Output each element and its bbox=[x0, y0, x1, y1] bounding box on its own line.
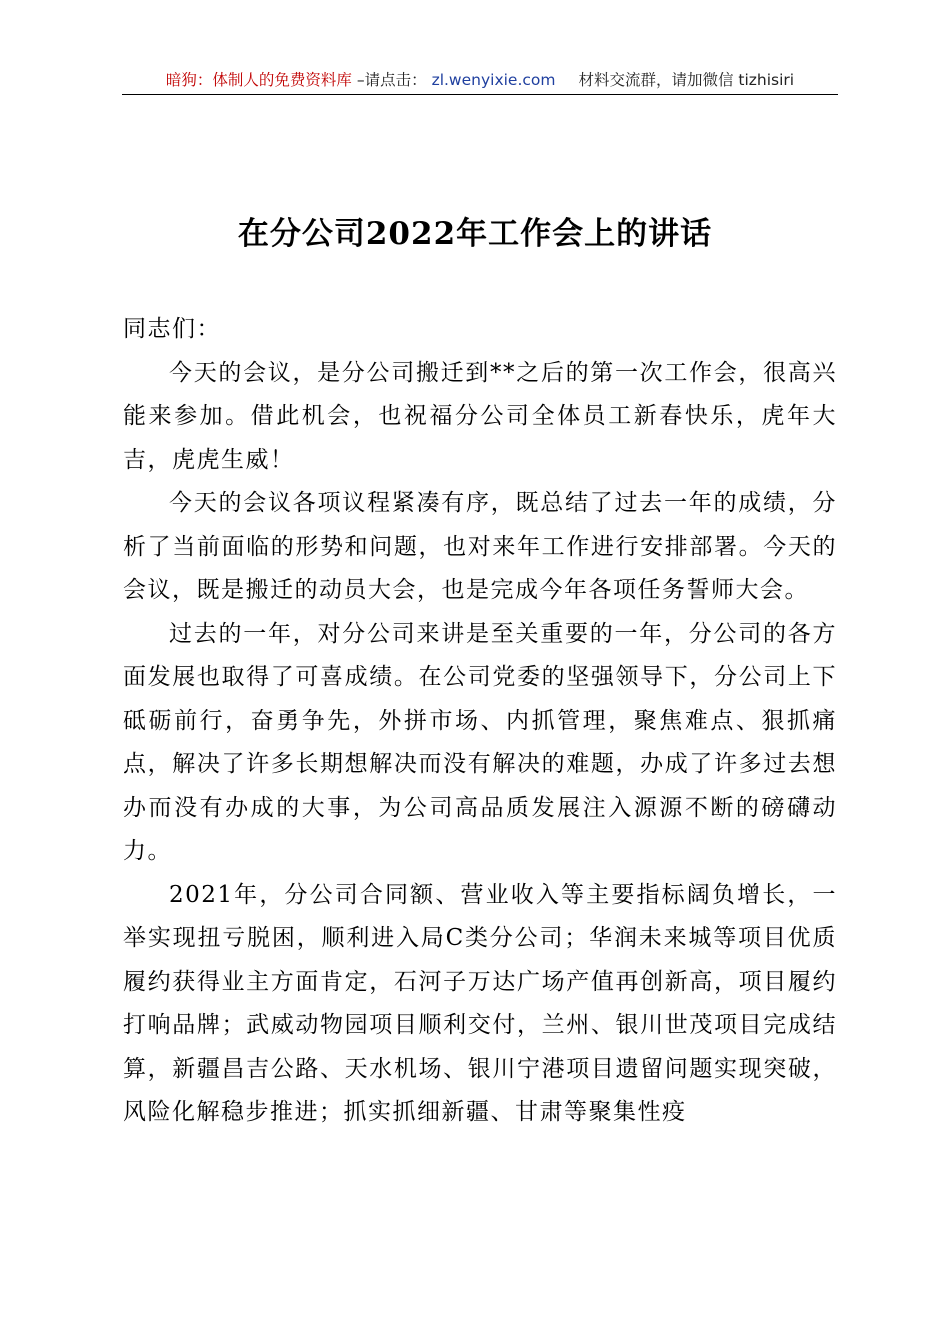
paragraph-1: 今天的会议，是分公司搬迁到**之后的第一次工作会，很高兴能来参加。借此机会，也祝福分公司全体员工新春快乐，虎年大吉，虎虎生威！ bbox=[123, 359, 837, 473]
document-title: 在分公司2022年工作会上的讲话 bbox=[237, 216, 713, 252]
paragraph-3: 过去的一年，对分公司来讲是至关重要的一年，分公司的各方面发展也取得了可喜成绩。在公司党委的坚强领导下，分公司上下砥砺前行，奋勇争先，外拼市场、内抓管理，聚焦难点、狠抓痛点，解决了许多长期想解决而没有解决的难题，办成了许多过去想办而没有办成的大事，为公司高品质发展注入源源不断的磅礴动力。 bbox=[123, 620, 837, 864]
salutation: 同志们： bbox=[123, 316, 221, 342]
page-header bbox=[122, 68, 838, 95]
paragraph-2: 今天的会议各项议程紧凑有序，既总结了过去一年的成绩，分析了当前面临的形势和问题，也对来年工作进行安排部署。今天的会议，既是搬迁的动员大会，也是完成今年各项任务誓师大会。 bbox=[123, 490, 837, 603]
paragraph-4: 2021年，分公司合同额、营业收入等主要指标阔负增长，一举实现扭亏脱困，顺利进入局C类分公司；华润未来城等项目优质履约获得业主方面肯定，石河子万达广场产值再创新高，项目履约打响品牌；武威动物园项目顺利交付，兰州、银川世茂项目完成结算，新疆昌吉公路、天水机场、银川宁港项目遗留问题实现突破，风险化解稳步推进；抓实抓细新疆、甘肃等聚集性疫 bbox=[123, 881, 837, 1125]
header-brand: 暗狗：体制人的免费资料库 bbox=[165, 71, 352, 89]
header-contact: 材料交流群，请加微信 tizhisiri bbox=[578, 71, 795, 89]
header-click-prompt: –请点击： bbox=[356, 71, 427, 89]
document-body bbox=[123, 308, 837, 1135]
header-url-link[interactable]: zl.wenyixie.com bbox=[431, 71, 556, 89]
